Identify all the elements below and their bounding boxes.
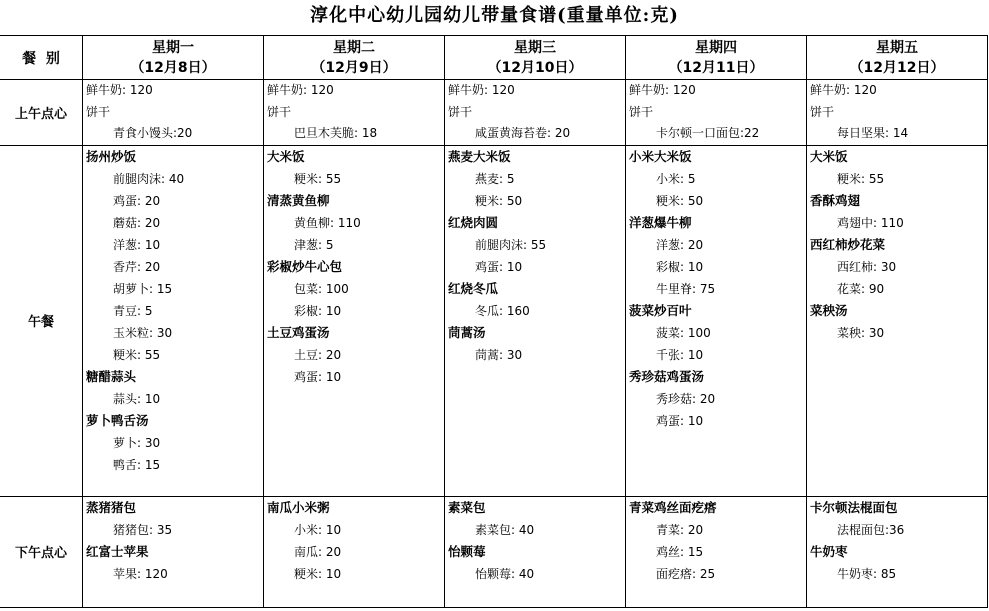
ingredient-line: 鸡丝: 15 xyxy=(656,544,704,559)
dish-name: 秀珍菇鸡蛋汤 xyxy=(629,368,705,384)
ingredient-line: 南瓜: 20 xyxy=(294,544,342,559)
day-date: （12月10日） xyxy=(487,59,583,76)
afternoon-cell-mon xyxy=(83,496,264,607)
dish-name: 素菜包 xyxy=(448,499,486,515)
menu-line: 每日坚果: 14 xyxy=(837,126,909,141)
ingredient-line: 胡萝卜: 15 xyxy=(113,281,173,296)
menu-line: 饼干 xyxy=(629,104,654,119)
day-date: （12月9日） xyxy=(311,59,397,76)
dish-name: 土豆鸡蛋汤 xyxy=(267,324,330,340)
ingredient-line: 玉米粒: 30 xyxy=(113,325,173,340)
morning-cell-mon xyxy=(83,80,264,146)
ingredient-line: 津葱: 5 xyxy=(294,237,334,252)
menu-line: 青食小馒头:20 xyxy=(113,126,193,141)
menu-line: 卡尔顿一口面包:22 xyxy=(656,126,760,141)
ingredient-line: 彩椒: 10 xyxy=(294,303,342,318)
ingredient-line: 菠菜: 100 xyxy=(656,325,711,340)
day-header-thu xyxy=(626,36,807,80)
day-header-tue xyxy=(264,36,445,80)
ingredient-line: 香芹: 20 xyxy=(113,259,161,274)
ingredient-line: 鸡翅中: 110 xyxy=(837,215,904,230)
day-name: 星期三 xyxy=(514,39,556,56)
day-name: 星期五 xyxy=(876,39,918,56)
afternoon-cell-thu xyxy=(626,496,807,607)
dish-name: 红烧肉圆 xyxy=(448,214,499,230)
ingredient-line: 粳米: 50 xyxy=(475,193,523,208)
afternoon-snack-row xyxy=(0,496,988,607)
afternoon-cell-tue xyxy=(264,496,445,607)
menu-line: 鲜牛奶: 120 xyxy=(629,83,696,97)
header-row xyxy=(0,36,988,80)
meal-label-lunch: 午餐 xyxy=(0,145,83,496)
ingredient-line: 鸡蛋: 10 xyxy=(656,413,704,428)
lunch-cell-mon xyxy=(83,145,264,496)
dish-name: 燕麦大米饭 xyxy=(448,148,511,164)
ingredient-line: 萝卜: 30 xyxy=(113,435,161,450)
meal-label-afternoon: 下午点心 xyxy=(0,496,83,607)
dish-name: 蒸猪猪包 xyxy=(86,499,137,515)
day-name: 星期一 xyxy=(152,39,194,56)
ingredient-line: 蒜头: 10 xyxy=(113,391,161,406)
dish-name: 茼蒿汤 xyxy=(448,324,486,340)
dish-name: 洋葱爆牛柳 xyxy=(629,214,692,230)
dish-name: 扬州炒饭 xyxy=(86,148,137,164)
dish-name: 怡颗莓 xyxy=(448,543,486,559)
afternoon-cell-wed xyxy=(445,496,626,607)
dish-name: 大米饭 xyxy=(267,148,305,164)
dish-name: 红富士苹果 xyxy=(86,543,149,559)
day-header-wed xyxy=(445,36,626,80)
menu-line: 饼干 xyxy=(448,104,473,119)
dish-name: 糖醋蒜头 xyxy=(86,368,137,384)
ingredient-line: 牛里脊: 75 xyxy=(656,281,716,296)
menu-line: 鲜牛奶: 120 xyxy=(448,83,515,97)
menu-table xyxy=(0,35,988,608)
ingredient-line: 前腿肉沫: 40 xyxy=(113,171,185,186)
ingredient-line: 西红柿: 30 xyxy=(837,259,897,274)
ingredient-line: 菜秧: 30 xyxy=(837,325,885,340)
ingredient-line: 素菜包: 40 xyxy=(475,522,535,537)
lunch-cell-tue xyxy=(264,145,445,496)
ingredient-line: 鸡蛋: 20 xyxy=(113,193,161,208)
dish-name: 小米大米饭 xyxy=(629,148,692,164)
dish-name: 牛奶枣 xyxy=(810,543,848,559)
afternoon-cell-fri xyxy=(807,496,988,607)
day-header-mon xyxy=(83,36,264,80)
day-date: （12月8日） xyxy=(130,59,216,76)
lunch-row xyxy=(0,145,988,496)
ingredient-line: 青菜: 20 xyxy=(656,522,704,537)
morning-snack-row xyxy=(0,80,988,146)
day-header-fri xyxy=(807,36,988,80)
day-date: （12月12日） xyxy=(849,59,945,76)
day-date: （12月11日） xyxy=(668,59,764,76)
ingredient-line: 洋葱: 10 xyxy=(113,237,161,252)
menu-line: 鲜牛奶: 120 xyxy=(267,83,334,97)
menu-line: 鲜牛奶: 120 xyxy=(86,83,153,97)
ingredient-line: 冬瓜: 160 xyxy=(475,303,530,318)
dish-name: 清蒸黄鱼柳 xyxy=(267,192,330,208)
ingredient-line: 牛奶枣: 85 xyxy=(837,566,897,581)
ingredient-line: 粳米: 10 xyxy=(294,566,342,581)
ingredient-line: 鸡蛋: 10 xyxy=(294,369,342,384)
ingredient-line: 花菜: 90 xyxy=(837,281,885,296)
ingredient-line: 法棍面包:36 xyxy=(837,522,905,537)
menu-line: 鲜牛奶: 120 xyxy=(810,83,877,97)
ingredient-line: 蘑菇: 20 xyxy=(113,215,161,230)
morning-cell-fri xyxy=(807,80,988,146)
dish-name: 菠菜炒百叶 xyxy=(629,302,692,318)
meal-label-morning: 上午点心 xyxy=(0,80,83,146)
dish-name: 青菜鸡丝面疙瘩 xyxy=(629,499,717,515)
ingredient-line: 苹果: 120 xyxy=(113,566,168,581)
day-name: 星期四 xyxy=(695,39,737,56)
morning-cell-thu xyxy=(626,80,807,146)
ingredient-line: 土豆: 20 xyxy=(294,347,342,362)
ingredient-line: 猪猪包: 35 xyxy=(113,522,173,537)
ingredient-line: 面疙瘩: 25 xyxy=(656,566,716,581)
ingredient-line: 鸭舌: 15 xyxy=(113,457,161,472)
menu-line: 饼干 xyxy=(267,104,292,119)
ingredient-line: 燕麦: 5 xyxy=(475,171,515,186)
ingredient-line: 粳米: 55 xyxy=(294,171,342,186)
dish-name: 菜秧汤 xyxy=(810,302,848,318)
lunch-cell-wed xyxy=(445,145,626,496)
lunch-cell-fri xyxy=(807,145,988,496)
ingredient-line: 秀珍菇: 20 xyxy=(656,391,716,406)
dish-name: 南瓜小米粥 xyxy=(267,499,330,515)
dish-name: 西红柿炒花菜 xyxy=(810,236,886,252)
page-title: 淳化中心幼儿园幼儿带量食谱(重量单位:克) xyxy=(310,5,679,26)
lunch-cell-thu xyxy=(626,145,807,496)
dish-name: 香酥鸡翅 xyxy=(810,192,861,208)
ingredient-line: 粳米: 55 xyxy=(113,347,161,362)
menu-line: 巴旦木芙脆: 18 xyxy=(294,126,378,141)
ingredient-line: 粳米: 50 xyxy=(656,193,704,208)
dish-name: 彩椒炒牛心包 xyxy=(267,258,343,274)
morning-cell-wed xyxy=(445,80,626,146)
ingredient-line: 前腿肉沫: 55 xyxy=(475,237,547,252)
morning-cell-tue xyxy=(264,80,445,146)
menu-line: 饼干 xyxy=(810,104,835,119)
ingredient-line: 彩椒: 10 xyxy=(656,259,704,274)
menu-line: 咸蛋黄海苔卷: 20 xyxy=(475,126,571,141)
ingredient-line: 洋葱: 20 xyxy=(656,237,704,252)
dish-name: 卡尔顿法棍面包 xyxy=(810,499,898,515)
ingredient-line: 怡颗莓: 40 xyxy=(475,566,535,581)
ingredient-line: 青豆: 5 xyxy=(113,303,153,318)
ingredient-line: 鸡蛋: 10 xyxy=(475,259,523,274)
ingredient-line: 包菜: 100 xyxy=(294,281,349,296)
ingredient-line: 茼蒿: 30 xyxy=(475,347,523,362)
dish-name: 大米饭 xyxy=(810,148,848,164)
ingredient-line: 千张: 10 xyxy=(656,347,704,362)
ingredient-line: 粳米: 55 xyxy=(837,171,885,186)
ingredient-line: 黄鱼柳: 110 xyxy=(294,215,361,230)
ingredient-line: 小米: 5 xyxy=(656,171,696,186)
ingredient-line: 小米: 10 xyxy=(294,522,342,537)
dish-name: 红烧冬瓜 xyxy=(448,280,499,296)
menu-line: 饼干 xyxy=(86,104,111,119)
dish-name: 萝卜鸭舌汤 xyxy=(86,412,149,428)
meal-column-header: 餐 别 xyxy=(0,36,83,80)
day-name: 星期二 xyxy=(333,39,375,56)
